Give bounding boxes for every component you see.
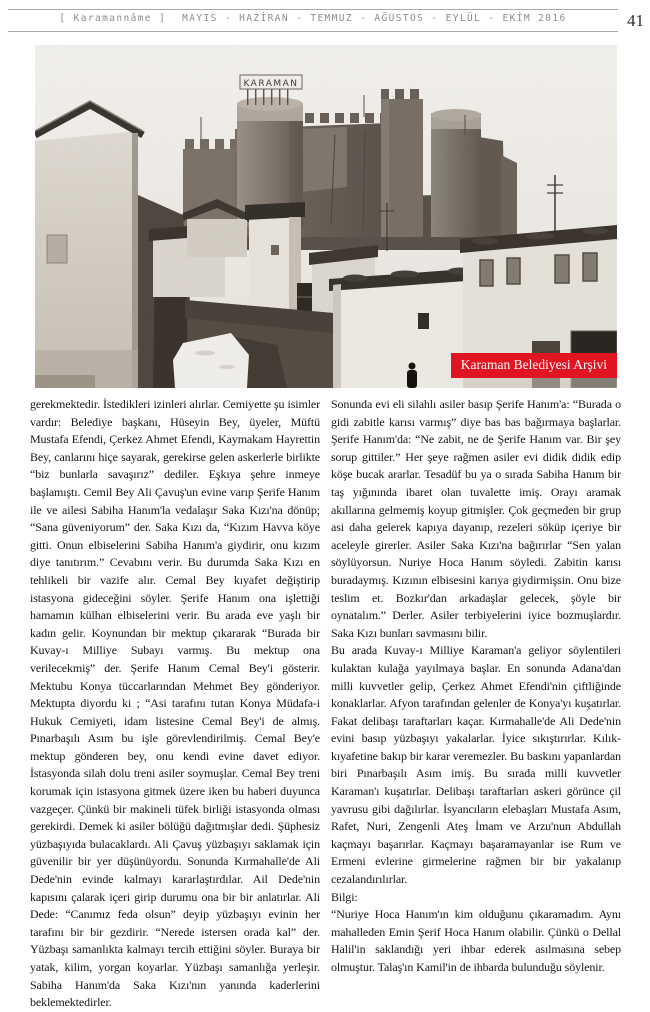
- photo-illustration: [35, 45, 617, 388]
- article-paragraph: Bu arada Kuvay-ı Milliye Karaman'a geliyor söylentileri kulaktan kulağa yayılmaya başlar. En sonunda Adana'dan milli kuvvetler gelip, Çerkez Ahmet Efendi'nin çiftliğinde konaklarlar. Afyon tarafından gelenler de Konya'yı kuşatırlar. Fakat delibaşı taraftarları kaçar. Kırmahalle'de Ali Dede'nin evini basıp yüzbaşıyı yakalarlar. İyice sıkıştırırlar. Kılık-kıyafetine bakıp bir karar veremezler. Bu baskını yapanlardan biri Pınarbaşılı Asım imiş. Bu sırada milli kuvvetler Karaman'ı kuşatırlar. Delibaşı taraftarları askeri görünce çil yavrusu gibi dağılırlar. İsyancıların elebaşları Mustafa Asım, Rafet, Nuri, Zengenli Ateş İmam ve Arzu'nun Abdullah kaçmayı başarırlar. Kaçmayı başaramayanlar ise Rum ve Ermeni evlerine girmelerine rağmen bir bir yakalanıp cezalandırılırlar.: [331, 643, 621, 887]
- journal-name: [ Karamannâme ]: [59, 13, 167, 24]
- article-right-column: [331, 396, 621, 977]
- article-paragraph: gerekmektedir. İstedikleri izinleri alırlar. Cemiyette şu isimler vardır: Belediye başkanı, Hüseyin Bey, üyeler, Müftü Mustafa Efendi, Çerkez Ahmet Efendi, Kaymakam Hayrettin Bey, canlarını hiçe sayarak, gerekirse gelen askerlerle birlikte “biz bunlarla savaşırız” dediler. Eşkıya şehre inmeye başlamıştı. Cemil Bey Ali Çavuş'un evine varıp Şerife Hanım ile ve ailesi Sabiha Hanım'la vedalaşır Saka Kızı'na dönüp; “Sana güveniyorum” der. Saka Kızı da, “Kızım Havva köye gitti. Onun elbiselerini Sabiha Hanım'a giydirir, onu kızım diye tanıtırım.” Cevabını verir. Bu durumda Saka Kızı en tehlikeli bir vazife alır. Cemal Bey kıyafet değiştirip istasyona gideceğini söyler. Şerife Hanım ona işlettiği hamamın külhan elbiselerini verir. Bu arada eve yaşlı bir kadın gelir. Koynundan bir mektup çıkararak “Burada bir Kuvay-ı Milliye Subayı varmış. Bu mektup ona verilecekmiş” der. Şerife Hanım Cemal Bey'i gösterir. Mektubu Konya tüccarlarından Mehmet Bey gönderiyor. Mektupta diyordu ki ; “Asi tarafını tutan Konya Müdafa-i Hukuk Cemiyeti, idam listesine Cemal Bey'i de almış. Pınarbaşılı Asım bu işle görevlendirilmiş. Cemal Bey'e mektup gönderen bey, onu kendi evine davet ediyor. İstasyonda silah dolu treni asiler soymuşlar. Cemal Bey treni korumak için istasyona gitmek üzere iken bu haberi duyunca vazgeçer. Çünkü bir makineli tüfek birliği istasyonda olması gerekirdi. Demek ki asiler bölüğü dağıtmışlar dedi. Şüphesiz yüzbaşıyıda bulacaklardı. Ali Çavuş yüzbaşıyı saklamak için güvenilir bir yer düşünüyordu. Sonunda Kırmahalle'de Ali Dede'nin evinde kalmayı kararlaştırdılar. Ail Dede'nin kapısını çalarak içeri girip durumu ona bir bir anlatırlar. Ali Dede: “Canımız feda olsun” deyip yüzbaşıyı evinin her tarafını bir bir gezdirir. “Nerede istersen orada kal” der. Yüzbaşı samanlıkta kalmayı tercih ettiğini söyler. Buraya bir yatak, kilim, yorgan koyarlar. Yüzbaşı samanlığa yerleşir. Sabiha Hanım'da Saka Kızı'nın yanında kaderlerini beklemektedirler.: [30, 397, 320, 1010]
- article-left-column: [30, 396, 320, 1012]
- karaman-castle-photo: [35, 45, 617, 388]
- header-rule-bottom: [8, 31, 618, 32]
- header-rule-top: [8, 9, 618, 10]
- article-paragraph: “Nuriye Hoca Hanım'ın kim olduğunu çıkaramadım. Aynı mahalleden Emin Şerif Hoca Hanım olabilir. Çünkü o Dellal Halil'in saklandığı yeri ihbar ederek asılmasına sebep olmuştur. Talaş'ın Kamil'in de ihbarda bulunduğu söylenir.: [331, 907, 621, 974]
- karaman-sign-text: KARAMAN: [243, 79, 299, 89]
- issue-months: MAYIS - HAZİRAN - TEMMUZ - AĞUSTOS - EYLÜL - EKİM 2016: [182, 13, 567, 24]
- photo-grain: [35, 45, 617, 388]
- article-paragraph: Bilgi:: [331, 889, 358, 904]
- article-paragraph: Sonunda evi eli silahlı asiler basıp Şerife Hanım'a: “Burada o gidi zabitle karısı varmış” diye bas bas bağırmaya başlarlar. Şerife Hanım'da: “Ne zabit, ne de Şerife Hanım var. Bir şey sorup gittiler.” Her şeye rağmen asiler evi didik didik edip köşe bucak ararlar. Tesadüf bu ya o sırada Sabiha Hanım bir taş yığınında ibaret olan tuvalette imiş. Orayı aramak akıllarına gelmemiş koyup gitmişler. Çok geçmeden bir grup asi daha gelerek kapıya dayanıp, rezeleri söküp içeriye bir aceleyle girerler. Asiler Saka Kızı'na bağırırlar “Sen yalan söylüyorsun. Nuriye Hoca Hanım söyledi. Zabitin karısı buradaymış. Kızının elbisesini karıya giydirmişsin. Onu bize teslim et. Bozkır'dan arkadaşlar gelecek, şöyle bir oynatalım.” Derler. Asiler terbiyelerini iyice bozmuşlardır. Saka Kızı bunları savmasını bilir.: [331, 397, 621, 640]
- page-number: 41: [627, 11, 644, 30]
- page-header: [8, 13, 618, 24]
- photo-caption: Karaman Belediyesi Arşivi: [451, 353, 617, 378]
